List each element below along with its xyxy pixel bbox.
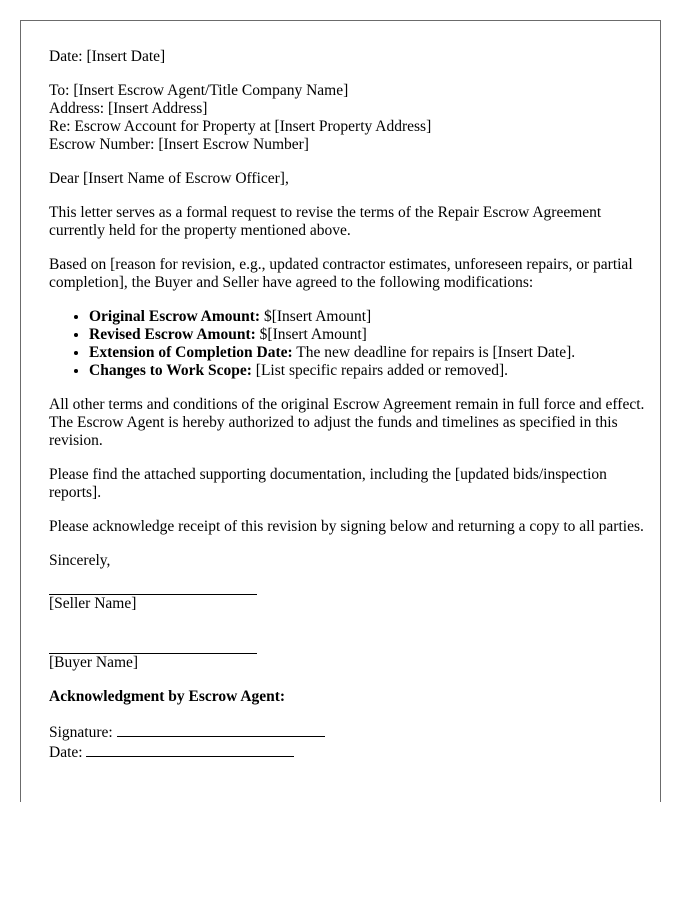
seller-name: [Seller Name] [49, 595, 137, 612]
modification-text: $[Insert Amount] [260, 308, 372, 325]
paragraph-intro: This letter serves as a formal request to revise the terms of the Repair Escrow Agreement currently held for the property mentioned above. [49, 204, 602, 239]
closing: Sincerely, [49, 552, 111, 569]
seller-signature-line [49, 570, 257, 595]
agent-signature-row [49, 722, 649, 742]
list-item [89, 308, 649, 326]
paragraph-terms: All other terms and conditions of the original Escrow Agreement remain in full force and effect. The Escrow Agent is hereby authorized to adjust the funds and timelines as specified in this revision. [49, 396, 645, 449]
modification-label: Extension of Completion Date: [89, 344, 293, 361]
modification-text: $[Insert Amount] [255, 326, 367, 343]
modification-text: The new deadline for repairs is [Insert Date]. [292, 344, 576, 361]
acknowledgment-heading [49, 688, 649, 706]
list-item [89, 344, 649, 362]
recipient-block [49, 82, 649, 154]
signature-blank [117, 722, 325, 737]
buyer-signature-line [49, 629, 257, 654]
modification-label: Revised Escrow Amount: [89, 326, 256, 343]
re-line: Re: Escrow Account for Property at [Insert Property Address] [49, 118, 432, 135]
salutation: Dear [Insert Name of Escrow Officer], [49, 170, 289, 187]
paragraph-documentation: Please find the attached supporting documentation, including the [updated bids/inspection reports]. [49, 466, 607, 501]
acknowledgment-heading-text: Acknowledgment by Escrow Agent: [49, 688, 286, 705]
to-line: To: [Insert Escrow Agent/Title Company Name] [49, 82, 349, 99]
paragraph-reason: Based on [reason for revision, e.g., updated contractor estimates, unforeseen repairs, or partial completion], the Buyer and Seller have agreed to the following modifications: [49, 256, 633, 291]
modification-label: Original Escrow Amount: [89, 308, 261, 325]
list-item [89, 362, 649, 380]
modification-text: [List specific repairs added or removed]. [251, 362, 508, 379]
buyer-name: [Buyer Name] [49, 654, 139, 671]
modifications-list [49, 308, 649, 380]
letter-body [49, 48, 649, 762]
date-line: Date: [Insert Date] [49, 48, 166, 65]
modification-label: Changes to Work Scope: [89, 362, 252, 379]
agent-date-row [49, 742, 649, 762]
paragraph-acknowledge-request: Please acknowledge receipt of this revision by signing below and returning a copy to all parties. [49, 518, 644, 535]
escrow-number-line: Escrow Number: [Insert Escrow Number] [49, 136, 309, 153]
list-item [89, 326, 649, 344]
address-line: Address: [Insert Address] [49, 100, 208, 117]
date-blank [86, 742, 294, 757]
date-label: Date: [49, 744, 87, 761]
signature-label: Signature: [49, 724, 117, 741]
